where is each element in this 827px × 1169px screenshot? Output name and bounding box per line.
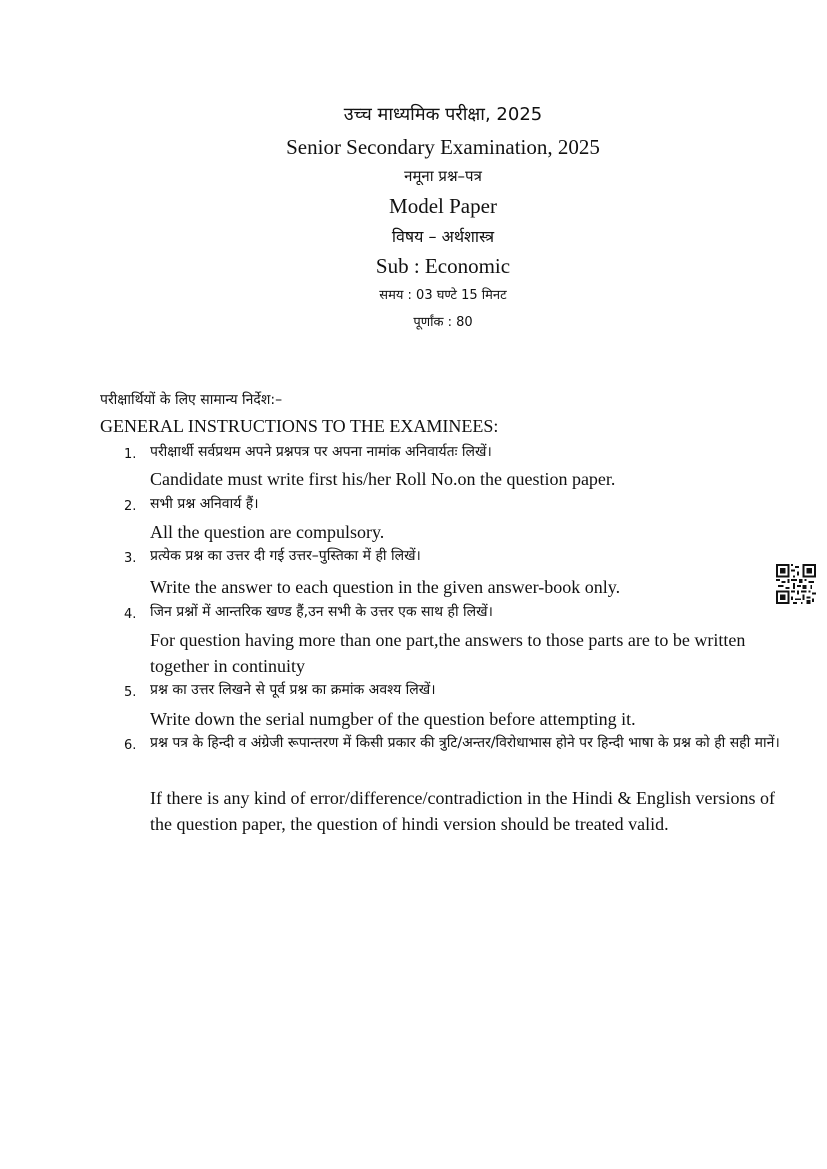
instruction-english: If there is any kind of error/difference/contradiction in the Hindi & English versions of the question paper, the question of hindi version should be treated valid. — [150, 788, 775, 834]
instruction-english: All the question are compulsory. — [150, 522, 385, 542]
instruction-hindi: परीक्षार्थी सर्वप्रथम अपने प्रश्नपत्र पर अपना नामांक अनिवार्यतः लिखें। — [150, 444, 492, 460]
instruction-english: For question having more than one part,the answers to those parts are to be written together in continuity — [150, 630, 746, 676]
instruction-number: 5. — [124, 685, 137, 700]
exam-title-english: Senior Secondary Examination, 2025 — [286, 135, 600, 159]
instructions-heading-english: GENERAL INSTRUCTIONS TO THE EXAMINEES: — [100, 416, 499, 436]
time-allowed: समय : 03 घण्टे 15 मिनट — [379, 288, 507, 303]
instruction-number: 3. — [124, 551, 137, 566]
model-paper-english: Model Paper — [389, 194, 497, 218]
instruction-number: 1. — [124, 447, 137, 462]
qr-code-icon — [776, 564, 816, 604]
instruction-english: Write the answer to each question in the given answer-book only. — [150, 577, 621, 597]
model-paper-hindi: नमूना प्रश्न–पत्र — [404, 167, 482, 185]
subject-english: Sub : Economic — [375, 254, 511, 278]
subject-hindi: विषय – अर्थशास्त्र — [391, 227, 495, 246]
instruction-number: 4. — [124, 607, 137, 622]
instruction-hindi: प्रश्न का उत्तर लिखने से पूर्व प्रश्न का क्रमांक अवश्य लिखें। — [150, 682, 436, 698]
instruction-hindi: प्रश्न पत्र के हिन्दी व अंग्रेजी रूपान्तरण में किसी प्रकार की त्रुटि/अन्तर/विरोधाभास होने पर हिन्दी भाषा के प्रश्न को ही सही मानें। — [150, 735, 780, 751]
instruction-number: 6. — [124, 738, 137, 753]
instruction-number: 2. — [124, 499, 137, 514]
instructions-heading-hindi: परीक्षार्थियों के लिए सामान्य निर्देश:– — [100, 392, 283, 408]
instruction-hindi: जिन प्रश्नों में आन्तरिक खण्ड हैं,उन सभी के उत्तर एक साथ ही लिखें। — [150, 604, 493, 620]
instruction-english: Write down the serial numgber of the question before attempting it. — [150, 709, 636, 729]
instruction-english: Candidate must write first his/her Roll No.on the question paper. — [150, 469, 616, 489]
instruction-hindi: प्रत्येक प्रश्न का उत्तर दी गई उत्तर–पुस्तिका में ही लिखें। — [150, 548, 421, 564]
instruction-hindi: सभी प्रश्न अनिवार्य हैं। — [150, 496, 259, 512]
exam-title-hindi: उच्च माध्यमिक परीक्षा, 2025 — [343, 104, 543, 125]
maximum-marks: पूर्णांक : 80 — [413, 315, 473, 330]
